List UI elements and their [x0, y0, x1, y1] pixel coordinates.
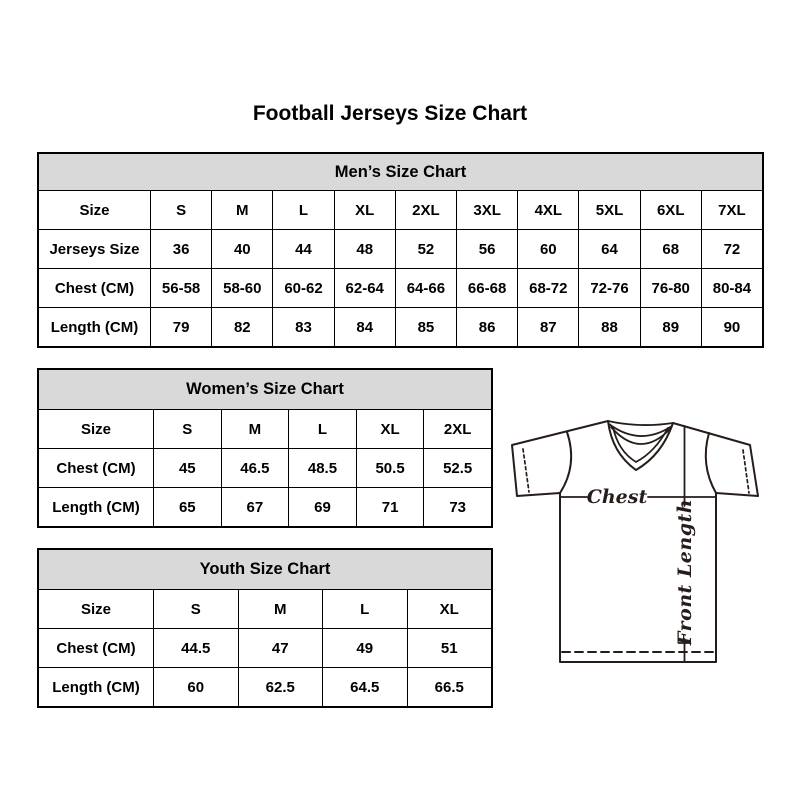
value-cell: 67: [221, 488, 289, 526]
value-cell: M: [211, 191, 272, 229]
value-cell: 36: [150, 230, 211, 268]
youth-table-title: Youth Size Chart: [39, 550, 491, 589]
jersey-outline: [512, 421, 758, 662]
row-label-cell: Size: [80, 420, 111, 438]
value-cell: 45: [153, 449, 221, 487]
value-cell: L: [288, 410, 356, 448]
value-cell: 2XL: [423, 410, 491, 448]
value-cell: 72-76: [578, 269, 639, 307]
value-cell: 49: [322, 629, 407, 667]
value-cell: 87: [517, 308, 578, 346]
value-cell: XL: [407, 590, 492, 628]
value-cell: L: [322, 590, 407, 628]
value-cell: XL: [356, 410, 424, 448]
value-cell: 71: [356, 488, 424, 526]
page-title: Football Jerseys Size Chart: [252, 102, 528, 125]
value-cell: 66-68: [456, 269, 517, 307]
row-label-cell: Chest (CM): [56, 459, 136, 477]
value-cell: 65: [153, 488, 221, 526]
value-cell: 83: [272, 308, 333, 346]
value-cell: 68-72: [517, 269, 578, 307]
table-row: [39, 229, 762, 268]
value-cell: 48.5: [288, 449, 356, 487]
value-cell: 73: [423, 488, 491, 526]
value-cell: 89: [640, 308, 701, 346]
jersey-vneck-outer-line: [608, 421, 673, 470]
value-cell: 3XL: [456, 191, 517, 229]
womens-table-title: Women’s Size Chart: [39, 370, 491, 409]
value-cell: 72: [701, 230, 762, 268]
row-label-cell: Size: [79, 201, 110, 219]
value-cell: 64.5: [322, 668, 407, 706]
value-cell: 44: [272, 230, 333, 268]
value-cell: 52: [395, 230, 456, 268]
value-cell: 4XL: [517, 191, 578, 229]
table-row: [39, 628, 491, 667]
mens-table-title: Men’s Size Chart: [39, 154, 762, 190]
table-row: [39, 589, 491, 628]
row-label-cell: Chest (CM): [56, 639, 136, 657]
table-row: [39, 487, 491, 526]
value-cell: 64: [578, 230, 639, 268]
value-cell: 56: [456, 230, 517, 268]
mens-size-table: [37, 152, 764, 348]
value-cell: 52.5: [423, 449, 491, 487]
youth-size-table: [37, 548, 493, 708]
value-cell: L: [272, 191, 333, 229]
value-cell: 56-58: [150, 269, 211, 307]
value-cell: 60-62: [272, 269, 333, 307]
value-cell: 80-84: [701, 269, 762, 307]
table-row: [39, 409, 491, 448]
value-cell: S: [150, 191, 211, 229]
value-cell: 66.5: [407, 668, 492, 706]
table-row: [39, 448, 491, 487]
row-label-cell: Jerseys Size: [49, 240, 140, 258]
value-cell: 68: [640, 230, 701, 268]
jersey-left-armhole-seam: [560, 432, 571, 493]
value-cell: 58-60: [211, 269, 272, 307]
value-cell: 60: [153, 668, 238, 706]
value-cell: 79: [150, 308, 211, 346]
value-cell: 5XL: [578, 191, 639, 229]
value-cell: 51: [407, 629, 492, 667]
jersey-right-armhole-seam: [706, 433, 716, 493]
value-cell: 69: [288, 488, 356, 526]
value-cell: 46.5: [221, 449, 289, 487]
jersey-collar-top-line: [608, 421, 673, 425]
row-label-cell: Length (CM): [52, 678, 140, 696]
value-cell: 82: [211, 308, 272, 346]
row-label-cell: Size: [80, 600, 111, 618]
value-cell: 88: [578, 308, 639, 346]
womens-size-table: [37, 368, 493, 528]
value-cell: 40: [211, 230, 272, 268]
value-cell: 48: [334, 230, 395, 268]
value-cell: S: [153, 590, 238, 628]
value-cell: 47: [238, 629, 323, 667]
table-row: [39, 190, 762, 229]
table-row: [39, 307, 762, 346]
value-cell: 6XL: [640, 191, 701, 229]
jersey-measurement-diagram: [505, 403, 775, 668]
value-cell: XL: [334, 191, 395, 229]
table-row: [39, 667, 491, 706]
value-cell: 76-80: [640, 269, 701, 307]
row-label-cell: Length (CM): [50, 318, 139, 336]
front-length-label: Front Length: [674, 498, 696, 646]
value-cell: S: [153, 410, 221, 448]
value-cell: M: [221, 410, 289, 448]
value-cell: 62-64: [334, 269, 395, 307]
right-cuff-stitch-dashes: [743, 450, 749, 493]
row-label-cell: Chest (CM): [54, 279, 135, 297]
value-cell: 85: [395, 308, 456, 346]
value-cell: 64-66: [395, 269, 456, 307]
table-row: [39, 268, 762, 307]
value-cell: 86: [456, 308, 517, 346]
value-cell: 60: [517, 230, 578, 268]
value-cell: 90: [701, 308, 762, 346]
row-label-cell: Length (CM): [52, 498, 140, 516]
value-cell: 44.5: [153, 629, 238, 667]
value-cell: 50.5: [356, 449, 424, 487]
left-cuff-stitch-dashes: [523, 449, 529, 492]
value-cell: 84: [334, 308, 395, 346]
chest-label: Chest: [586, 486, 648, 508]
value-cell: 7XL: [701, 191, 762, 229]
value-cell: 2XL: [395, 191, 456, 229]
value-cell: 62.5: [238, 668, 323, 706]
value-cell: M: [238, 590, 323, 628]
